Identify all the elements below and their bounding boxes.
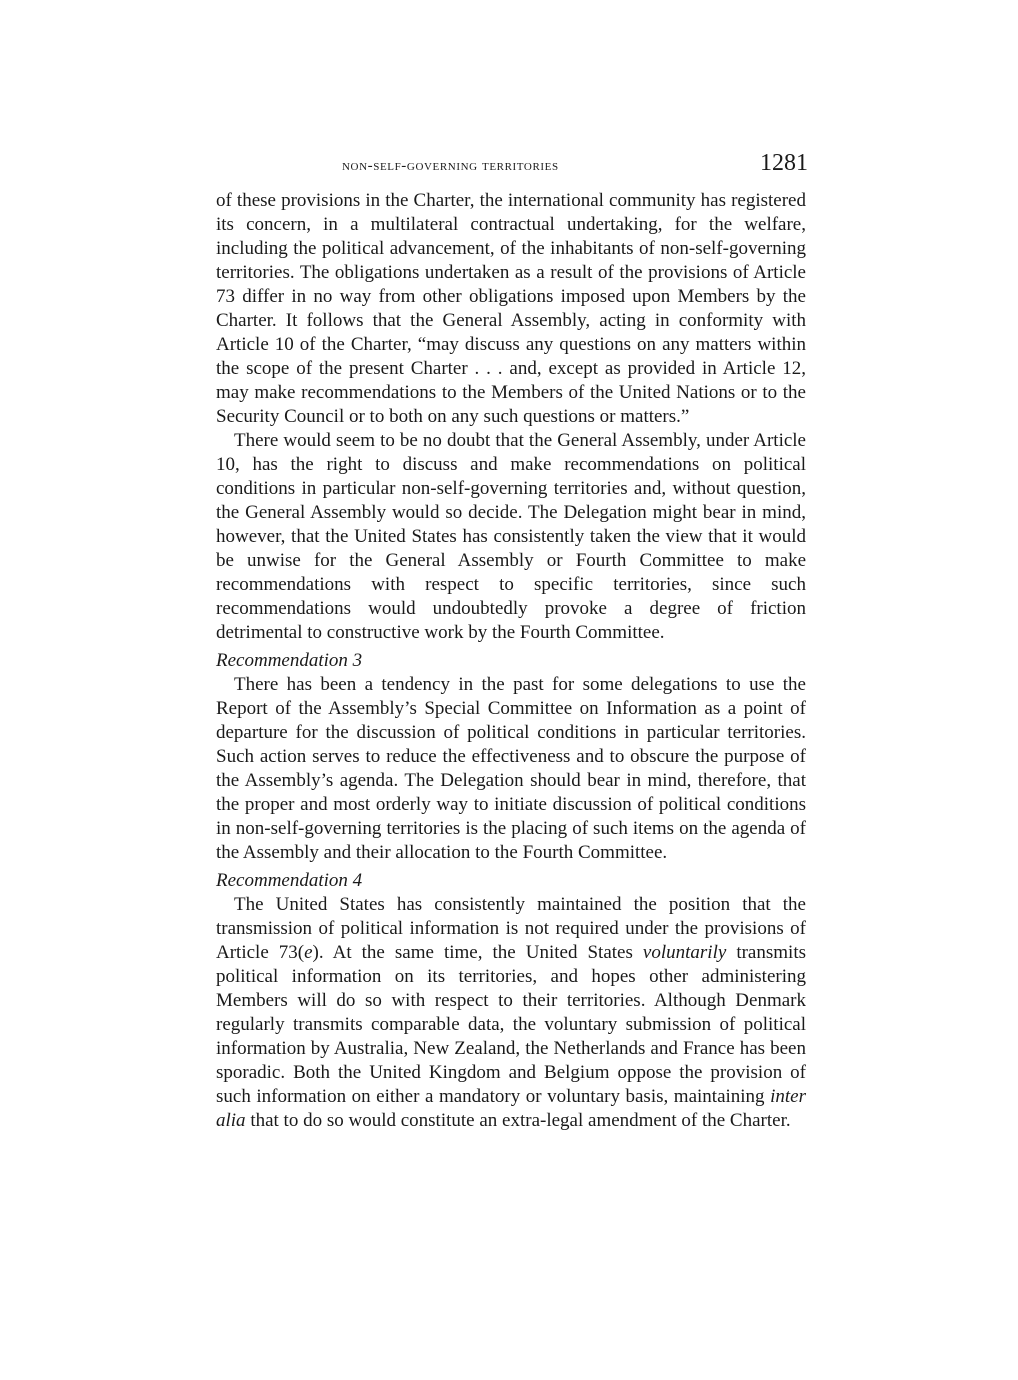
paragraph-general-assembly: There would seem to be no doubt that the General Assembly, under Article 10, has the right to discuss and make recommendations on political conditions in particular non-self-governing territories and, without question, the General Assembly would so decide. The Delegation might bear in mind, however, that the United States has consistently taken the view that it would be unwise for the General Assembly or Fourth Committee to make recommendations with respect to specific territories, since such recommendations would undoubtedly provoke a degree of friction detrimental to constructive work by the Fourth Committee. xyxy=(216,430,806,643)
paragraph-4-text-4: that to do so would constitute an extra-legal amendment of the Charter. xyxy=(245,1110,791,1131)
running-head xyxy=(216,150,808,184)
paragraph-recommendation-4 xyxy=(216,893,806,1133)
paragraph-continued: of these provisions in the Charter, the international community has registered its concern, in a multilateral contractual undertaking, for the welfare, including the political advancement, of the inhabitants of non-self-governing territories. The obligations undertaken as a result of the provisions of Article 73 differ in no way from other obligations imposed upon Members by the Charter. It follows that the General Assembly, acting in conformity with Article 10 of the Charter, “may discuss any questions on any matters within the scope of the present Charter . . . and, except as provided in Article 12, may make recommendations to the Members of the United Nations or to the Security Council or to both on any such questions or matters.” xyxy=(216,190,806,427)
paragraph-4-text-1: The United States has consistently maintained the position that the transmission of political information is not required under the provisions of Article 73( xyxy=(216,894,806,963)
paragraph-recommendation-3: There has been a tendency in the past for some delegations to use the Report of the Assembly’s Special Committee on Information as a point of departure for the discussion of political conditions in particular territories. Such action serves to reduce the effectiveness and to obscure the purpose of the Assembly’s agenda. The Delegation should bear in mind, therefore, that the proper and most orderly way to initiate discussion of political conditions in non-self-governing territories is the placing of such items on the agenda of the Assembly and their allocation to the Fourth Committee. xyxy=(216,674,806,863)
running-title: non-self-governing territories xyxy=(342,158,559,174)
paragraph-4-italic-inter-alia: inter alia xyxy=(216,1086,806,1131)
heading-recommendation-4: Recommendation 4 xyxy=(216,870,363,891)
paragraph-4-text-2: ). At the same time, the United States xyxy=(312,942,643,963)
page-number: 1281 xyxy=(760,150,808,176)
paragraph-4-text-3: transmits political information on its territories, and hopes other administering Members will do so with respect to their territories. Although Denmark regularly transmits comparable data, the voluntary submission of political information by Australia, New Zealand, the Netherlands and France has been sporadic. Both the United Kingdom and Belgium oppose the provision of such information on either a mandatory or voluntary basis, maintaining xyxy=(216,942,806,1107)
paragraph-4-italic-e: e xyxy=(304,942,313,963)
text-block xyxy=(216,189,806,1133)
heading-recommendation-3: Recommendation 3 xyxy=(216,650,363,671)
paragraph-4-italic-voluntarily: voluntarily xyxy=(642,942,727,963)
